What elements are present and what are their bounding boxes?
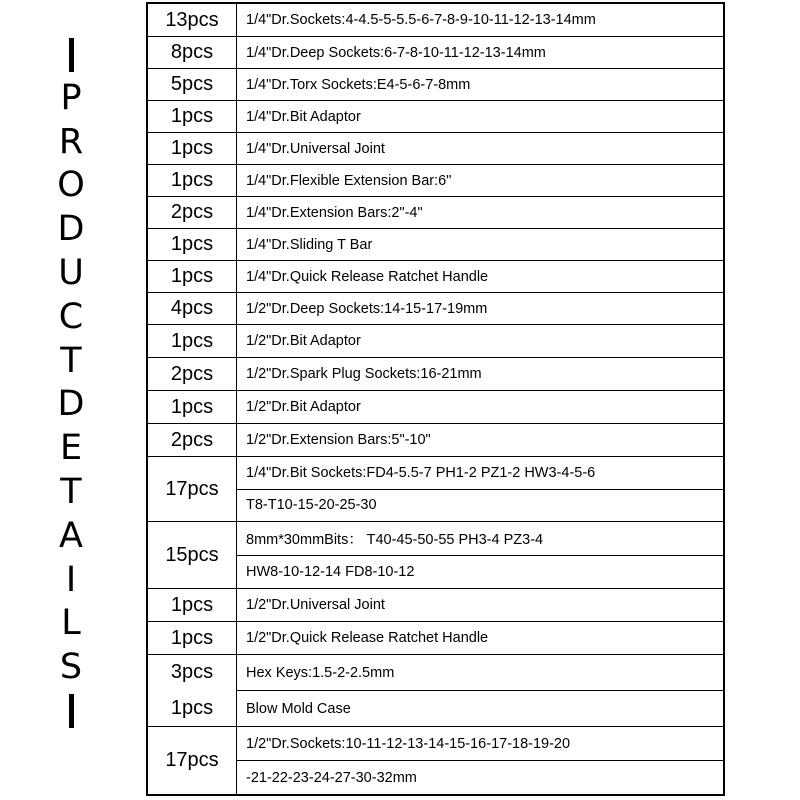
quantity-cell: 4pcs <box>148 293 237 324</box>
quantity-cell: 1pcs <box>148 589 237 621</box>
table-row <box>148 68 723 100</box>
description-cell: 1/4"Dr.Extension Bars:2"-4" <box>246 204 423 221</box>
table-row <box>148 726 723 794</box>
table-row <box>148 588 723 621</box>
table-row-shared-qty-column <box>148 654 723 726</box>
table-row <box>148 4 723 36</box>
table-row <box>148 260 723 292</box>
quantity-cell: 1pcs <box>148 229 237 260</box>
table-row <box>148 100 723 132</box>
title-letter: A <box>59 515 83 556</box>
title-letter: I <box>65 559 77 600</box>
quantity-cell: 1pcs <box>148 133 237 164</box>
table-row <box>148 390 723 423</box>
quantity-cell: 2pcs <box>148 424 237 456</box>
description-cell: 1/4"Dr.Sliding T Bar <box>246 236 373 253</box>
title-letter: C <box>58 296 84 337</box>
title-letter: D <box>57 209 85 250</box>
title-letter: T <box>60 340 82 381</box>
table-row <box>148 357 723 390</box>
product-details-title <box>40 38 102 728</box>
quantity-cell: 1pcs <box>148 165 237 196</box>
quantity-cell: 2pcs <box>148 197 237 228</box>
title-letter: R <box>58 121 84 162</box>
table-row <box>148 423 723 456</box>
quantity-cell: 1pcs <box>148 391 237 423</box>
table-row <box>148 324 723 357</box>
description-cell: 1/2"Dr.Bit Adaptor <box>246 333 361 349</box>
description-cell: Hex Keys:1.5-2-2.5mm <box>246 664 395 681</box>
quantity-cell: 2pcs <box>148 358 237 390</box>
quantity-cell: 17pcs <box>148 457 237 521</box>
quantity-cell: 17pcs <box>148 727 237 794</box>
quantity-cell: 13pcs <box>148 4 237 36</box>
title-top-bar <box>69 38 74 72</box>
quantity-value: 3pcs <box>170 661 214 684</box>
description-cell: 1/4"Dr.Bit Sockets:FD4-5.5-7 PH1-2 PZ1-2 HW3-4-5-6 <box>246 464 596 481</box>
description-cell: 1/4"Dr.Sockets:4-4.5-5-5.5-6-7-8-9-10-11-12-13-14mm <box>246 12 596 28</box>
table-row <box>148 621 723 654</box>
title-letter: T <box>60 471 82 512</box>
description-cell: 1/4"Dr.Universal Joint <box>246 140 385 157</box>
title-letter: O <box>57 165 85 206</box>
description-cell: 1/4"Dr.Quick Release Ratchet Handle <box>246 268 489 285</box>
title-bottom-bar <box>69 694 74 728</box>
description-cell: 1/4"Dr.Torx Sockets:E4-5-6-7-8mm <box>246 76 471 93</box>
table-row <box>148 228 723 260</box>
product-spec-table <box>146 2 725 796</box>
title-letter: P <box>60 77 82 118</box>
quantity-cell: 8pcs <box>148 37 237 68</box>
description-cell: T8-T10-15-20-25-30 <box>237 489 723 522</box>
table-row <box>148 132 723 164</box>
quantity-cell: 1pcs <box>148 101 237 132</box>
quantity-cell: 1pcs <box>148 261 237 292</box>
description-cell: 1/2"Dr.Deep Sockets:14-15-17-19mm <box>246 300 488 317</box>
description-cell: HW8-10-12-14 FD8-10-12 <box>237 555 723 589</box>
description-cell: 1/4"Dr.Flexible Extension Bar:6" <box>246 172 452 189</box>
description-cell: -21-22-23-24-27-30-32mm <box>237 760 723 794</box>
title-letter: E <box>59 428 83 469</box>
quantity-cell: 1pcs <box>148 325 237 357</box>
description-cell: 1/2"Dr.Sockets:10-11-12-13-14-15-16-17-18-19-20 <box>246 735 571 752</box>
description-cell: 8mm*30mmBits： T40-45-50-55 PH3-4 PZ3-4 <box>246 531 544 548</box>
description-cell: 1/2"Dr.Quick Release Ratchet Handle <box>246 630 489 646</box>
description-cell: 1/4"Dr.Bit Adaptor <box>246 108 361 125</box>
quantity-cell: 5pcs <box>148 69 237 100</box>
table-row <box>148 521 723 588</box>
quantity-cell: 1pcs <box>148 622 237 654</box>
title-letter: U <box>58 252 84 293</box>
description-cell: 1/2"Dr.Universal Joint <box>246 597 385 613</box>
description-cell: 1/2"Dr.Extension Bars:5"-10" <box>246 432 431 448</box>
quantity-value: 1pcs <box>170 696 214 719</box>
table-row <box>148 456 723 521</box>
quantity-cell <box>148 655 237 726</box>
title-letter: L <box>61 603 81 644</box>
title-letter: D <box>57 384 85 425</box>
description-cell: 1/2"Dr.Spark Plug Sockets:16-21mm <box>246 366 482 382</box>
table-row <box>148 292 723 324</box>
title-letter: S <box>59 647 83 688</box>
table-row <box>148 196 723 228</box>
description-cell: Blow Mold Case <box>237 690 723 726</box>
quantity-cell: 15pcs <box>148 522 237 588</box>
table-row <box>148 36 723 68</box>
description-cell: 1/2"Dr.Bit Adaptor <box>246 399 361 415</box>
table-row <box>148 164 723 196</box>
description-cell: 1/4"Dr.Deep Sockets:6-7-8-10-11-12-13-14mm <box>246 44 546 61</box>
